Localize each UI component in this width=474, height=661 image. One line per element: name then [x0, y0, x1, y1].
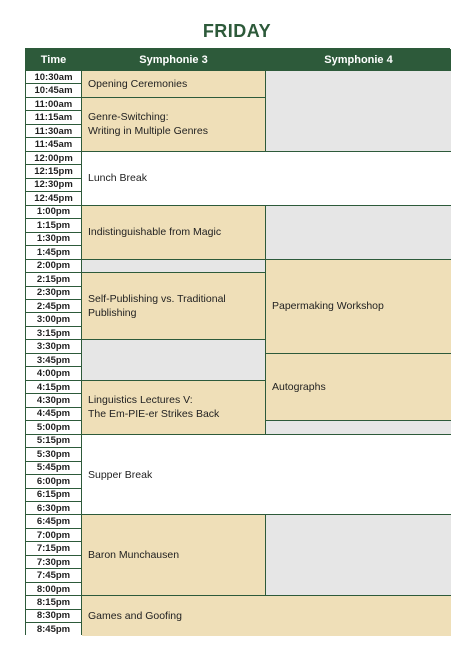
time-slot: 8:45pm — [26, 622, 81, 635]
time-slot: 3:00pm — [26, 312, 81, 325]
time-slot: 4:15pm — [26, 380, 81, 393]
schedule-table — [25, 48, 450, 635]
event-block: Papermaking Workshop — [266, 259, 451, 353]
time-slot: 4:00pm — [26, 366, 81, 379]
time-slot: 6:30pm — [26, 501, 81, 514]
event-block: Games and Goofing — [82, 595, 451, 635]
time-column-header: Time — [26, 49, 81, 70]
time-slot: 1:15pm — [26, 218, 81, 231]
time-slot: 7:30pm — [26, 555, 81, 568]
time-slot: 4:30pm — [26, 393, 81, 406]
page-title: FRIDAY — [202, 21, 272, 41]
time-slot: 12:00pm — [26, 151, 81, 164]
empty-slot-block — [82, 339, 265, 379]
time-slot: 11:15am — [26, 110, 81, 123]
time-slot: 8:00pm — [26, 582, 81, 595]
event-block: Lunch Break — [82, 151, 451, 205]
empty-slot-block — [266, 205, 451, 259]
time-slot: 5:30pm — [26, 447, 81, 460]
time-slot: 6:15pm — [26, 488, 81, 501]
time-slot: 1:45pm — [26, 245, 81, 258]
time-slot: 3:15pm — [26, 326, 81, 339]
time-slot: 12:15pm — [26, 164, 81, 177]
time-slot: 7:15pm — [26, 541, 81, 554]
time-slot: 7:45pm — [26, 568, 81, 581]
empty-slot-block — [82, 259, 265, 272]
event-block: Self-Publishing vs. Traditional Publishing — [82, 272, 265, 339]
time-slot: 4:45pm — [26, 407, 81, 420]
time-slot: 2:30pm — [26, 286, 81, 299]
event-block: Linguistics Lectures V: The Em-PIE-er Strikes Back — [82, 380, 265, 434]
time-slot: 12:30pm — [26, 178, 81, 191]
empty-slot-block — [266, 420, 451, 433]
time-slot: 3:45pm — [26, 353, 81, 366]
time-slot: 5:15pm — [26, 434, 81, 447]
time-slot: 5:00pm — [26, 420, 81, 433]
symphonie-3-column-header: Symphonie 3 — [82, 49, 265, 70]
time-slot: 11:45am — [26, 137, 81, 150]
symphonie-4-column-header: Symphonie 4 — [266, 49, 451, 70]
time-slot: 6:45pm — [26, 514, 81, 527]
time-slot: 8:30pm — [26, 609, 81, 622]
event-block: Autographs — [266, 353, 451, 420]
time-slot: 11:00am — [26, 97, 81, 110]
time-slot: 2:45pm — [26, 299, 81, 312]
time-slot: 5:45pm — [26, 461, 81, 474]
time-slot: 11:30am — [26, 124, 81, 137]
time-slot: 10:30am — [26, 70, 81, 83]
time-slot: 2:00pm — [26, 259, 81, 272]
time-slot: 3:30pm — [26, 339, 81, 352]
time-slot: 1:30pm — [26, 232, 81, 245]
time-slot: 1:00pm — [26, 205, 81, 218]
time-slot: 12:45pm — [26, 191, 81, 204]
event-block: Genre-Switching: Writing in Multiple Genres — [82, 97, 265, 151]
event-block: Baron Munchausen — [82, 514, 265, 595]
event-block: Opening Ceremonies — [82, 70, 265, 97]
time-slot: 8:15pm — [26, 595, 81, 608]
event-block: Supper Break — [82, 434, 451, 515]
empty-slot-block — [266, 70, 451, 151]
time-slot: 2:15pm — [26, 272, 81, 285]
time-slot: 10:45am — [26, 83, 81, 96]
time-slot: 6:00pm — [26, 474, 81, 487]
empty-slot-block — [266, 514, 451, 595]
event-block: Indistinguishable from Magic — [82, 205, 265, 259]
time-slot: 7:00pm — [26, 528, 81, 541]
